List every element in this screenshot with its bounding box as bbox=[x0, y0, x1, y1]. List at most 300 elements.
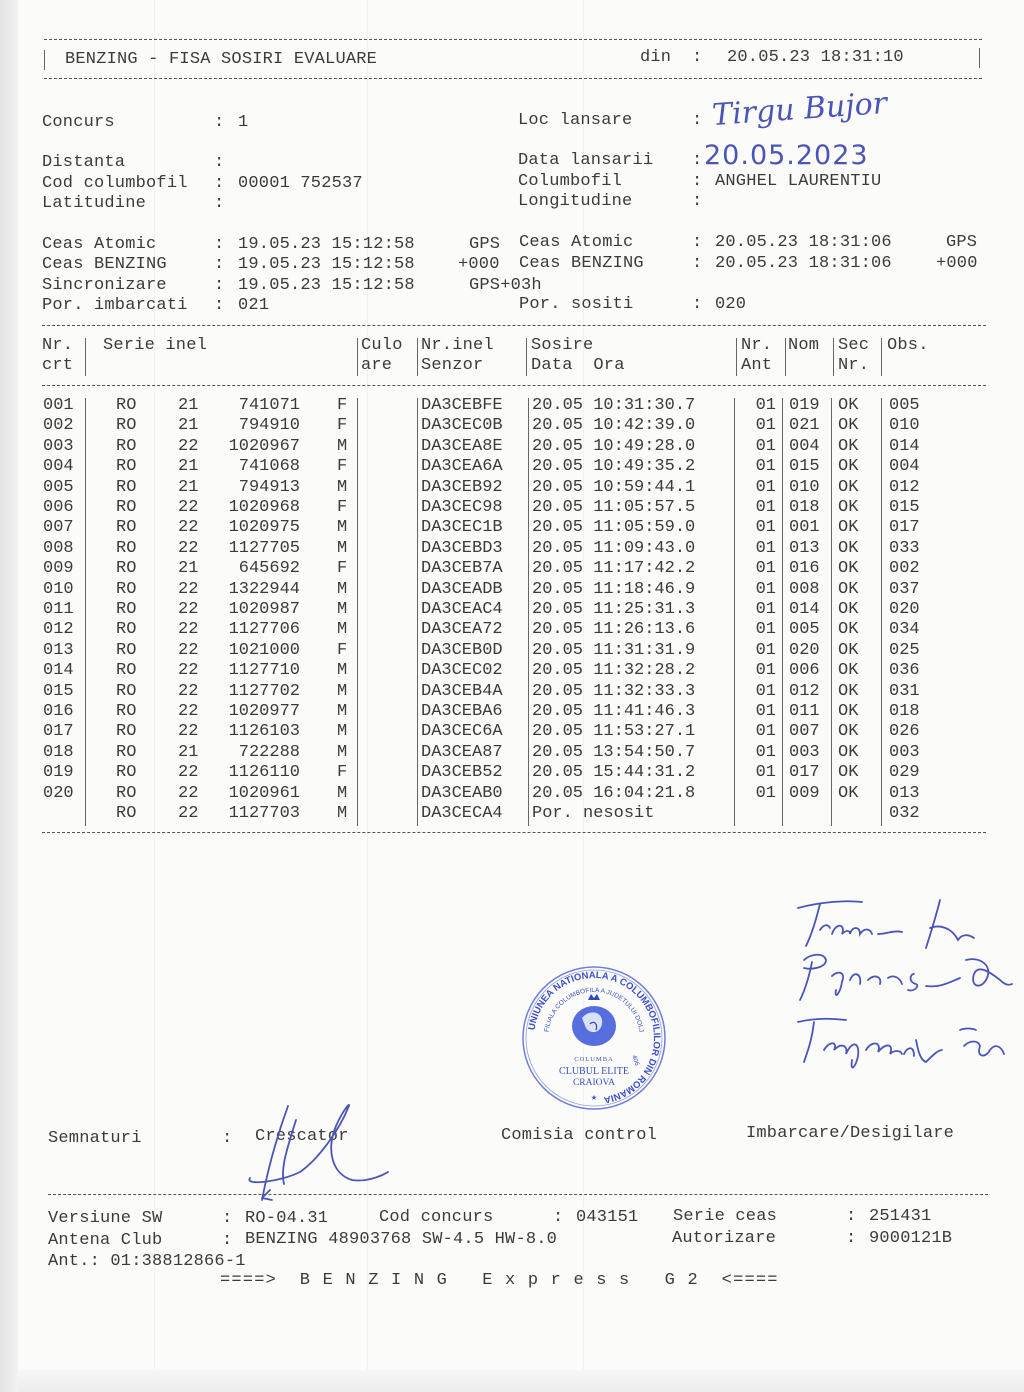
cell-nr-inel: 1126103 bbox=[228, 722, 300, 742]
table-row bbox=[0, 437, 1024, 457]
cell-nr-ant: 01 bbox=[755, 538, 776, 558]
header-culoare-2: are bbox=[361, 356, 393, 375]
cell-obs: 034 bbox=[889, 620, 920, 640]
autorizare-label: Autorizare bbox=[672, 1229, 777, 1248]
cell-tara: RO bbox=[116, 722, 137, 742]
table-row bbox=[0, 722, 1024, 742]
stamp-inner-text: FILIALA COLUMBOFILA A JUDETULUI DOLJ bbox=[543, 986, 645, 1033]
table-row bbox=[0, 661, 1024, 681]
ceas-atomic-end-label: Ceas Atomic bbox=[519, 233, 634, 252]
cell-nr-crt: 016 bbox=[43, 702, 74, 721]
table-row bbox=[0, 580, 1024, 600]
cell-nr-ant: 01 bbox=[755, 600, 776, 619]
cell-sosire: 20.05 11:26:13.6 bbox=[532, 620, 696, 640]
cell-sex: M bbox=[337, 722, 348, 742]
cell-senzor: DA3CEBA6 bbox=[421, 702, 503, 721]
cell-nr-ant: 01 bbox=[755, 457, 776, 477]
distanta-label: Distanta bbox=[42, 153, 126, 172]
cell-sec-nr: OK bbox=[838, 742, 859, 762]
cell-tara: RO bbox=[116, 620, 137, 640]
table-row bbox=[0, 559, 1024, 579]
cell-senzor: DA3CEC98 bbox=[421, 498, 503, 517]
cell-sosire: 20.05 10:59:44.1 bbox=[532, 477, 696, 497]
cell-tara: RO bbox=[116, 498, 137, 517]
cell-tara: RO bbox=[116, 538, 137, 558]
cell-obs: 020 bbox=[889, 600, 920, 619]
cell-obs: 026 bbox=[889, 722, 920, 742]
cell-sosire: 20.05 11:53:27.1 bbox=[532, 722, 696, 742]
colon: : bbox=[222, 1231, 233, 1250]
cell-nr-crt: 015 bbox=[43, 681, 74, 701]
cell-sec-nr: OK bbox=[838, 396, 859, 415]
cell-sosire: 20.05 11:32:28.2 bbox=[532, 661, 696, 681]
signature-stroke bbox=[798, 1019, 846, 1062]
cell-sex: F bbox=[337, 396, 348, 415]
cell-nr-inel: 1127710 bbox=[228, 661, 300, 681]
cell-obs: 033 bbox=[889, 538, 920, 558]
cell-sec-nr: OK bbox=[838, 783, 859, 803]
cell-obs: 004 bbox=[889, 457, 920, 477]
cell-sex: M bbox=[337, 620, 348, 640]
header-right-bar bbox=[979, 48, 980, 68]
cell-senzor: DA3CEC6A bbox=[421, 722, 503, 742]
signature-stroke bbox=[262, 1106, 288, 1200]
cell-nom: 016 bbox=[789, 559, 820, 579]
cell-sec-nr: OK bbox=[838, 702, 859, 721]
concurs-label: Concurs bbox=[42, 113, 115, 132]
cell-nr-crt: 007 bbox=[43, 518, 74, 538]
table-row bbox=[0, 498, 1024, 518]
cell-nr-ant: 01 bbox=[755, 640, 776, 660]
cell-sosire: 20.05 11:18:46.9 bbox=[532, 579, 696, 599]
cell-nr-crt: 014 bbox=[43, 661, 74, 681]
signature-stroke bbox=[832, 973, 917, 995]
cell-nr-inel: 1020975 bbox=[228, 518, 300, 538]
cell-an: 22 bbox=[178, 783, 199, 803]
sincronizare-value: 19.05.23 15:12:58 bbox=[238, 276, 415, 295]
comisia-control-label: Comisia control bbox=[501, 1126, 658, 1145]
cod-concurs-label: Cod concurs bbox=[379, 1208, 494, 1227]
commission-signatures-handwriting bbox=[790, 890, 1020, 1080]
cell-nr-inel: 1322944 bbox=[228, 579, 300, 599]
cell-sex: M bbox=[337, 681, 348, 701]
cell-sex: M bbox=[337, 436, 348, 456]
ceas-benzing-end-suffix: +000 bbox=[936, 254, 978, 273]
header-sosire-2: Data Ora bbox=[531, 356, 625, 375]
colon: : bbox=[222, 1209, 233, 1228]
cell-sex: F bbox=[337, 416, 348, 436]
cell-tara: RO bbox=[116, 763, 137, 783]
cell-an: 21 bbox=[178, 416, 199, 436]
colon: : bbox=[214, 255, 225, 274]
cell-obs: 017 bbox=[889, 518, 920, 538]
table-row bbox=[0, 682, 1024, 702]
cell-sex: M bbox=[337, 579, 348, 599]
table-row bbox=[0, 518, 1024, 538]
signature-stroke bbox=[960, 1029, 976, 1031]
benzing-express-banner: ====> B E N Z I N G E x p r e s s G 2 <==== bbox=[220, 1271, 779, 1290]
header-serie-inel: Serie inel bbox=[103, 336, 208, 355]
cell-sosire: 20.05 13:54:50.7 bbox=[532, 742, 696, 762]
header-bottom-rule bbox=[44, 78, 982, 79]
colon: : bbox=[846, 1207, 857, 1226]
cell-tara: RO bbox=[116, 702, 137, 721]
cell-nr-crt: 017 bbox=[43, 722, 74, 742]
signature-stroke bbox=[926, 900, 974, 948]
cell-sosire: 20.05 11:17:42.2 bbox=[532, 559, 696, 579]
print-date-label: din bbox=[640, 48, 672, 67]
header-obs: Obs. bbox=[887, 336, 929, 355]
cell-nr-crt: 011 bbox=[43, 600, 74, 619]
cell-sec-nr: OK bbox=[838, 681, 859, 701]
table-row bbox=[0, 539, 1024, 559]
header-nr-ant: Nr. bbox=[741, 336, 773, 355]
cell-sec-nr: OK bbox=[838, 559, 859, 579]
cell-nr-inel: 1020968 bbox=[228, 498, 300, 517]
header-nr-inel-senzor-2: Senzor bbox=[421, 356, 484, 375]
cell-sosire: 20.05 11:32:33.3 bbox=[532, 681, 696, 701]
cell-senzor: DA3CEAC4 bbox=[421, 600, 503, 619]
colon: : bbox=[222, 1129, 233, 1148]
cell-sosire: 20.05 11:31:31.9 bbox=[532, 640, 696, 660]
cell-nr-ant: 01 bbox=[755, 436, 776, 456]
colon: : bbox=[692, 111, 703, 130]
cell-obs: 002 bbox=[889, 559, 920, 579]
table-row bbox=[0, 416, 1024, 436]
loc-lansare-handwritten: Tirgu Bujor bbox=[710, 85, 889, 134]
cod-concurs-value: 043151 bbox=[576, 1208, 639, 1227]
cell-an: 22 bbox=[178, 722, 199, 742]
cell-nr-inel: 1021000 bbox=[228, 640, 300, 660]
cell-tara: RO bbox=[116, 579, 137, 599]
versiune-sw-value: RO-04.31 bbox=[245, 1209, 329, 1228]
concurs-value: 1 bbox=[238, 113, 249, 132]
star-icon: ★ bbox=[590, 1093, 598, 1104]
cell-senzor: DA3CEBD3 bbox=[421, 538, 503, 558]
colon: : bbox=[692, 254, 703, 273]
table-row bbox=[0, 763, 1024, 783]
cell-sosire: 20.05 11:41:46.3 bbox=[532, 702, 696, 721]
cell-nom: 005 bbox=[789, 620, 820, 640]
signature-stroke bbox=[798, 901, 862, 908]
cell-sex: M bbox=[337, 661, 348, 681]
cell-nr-inel: 794913 bbox=[238, 477, 300, 497]
signature-stroke bbox=[820, 925, 902, 934]
cell-an: 22 bbox=[178, 600, 199, 619]
cell-obs: 037 bbox=[889, 579, 920, 599]
stamp-outer-text: UNIUNEA NATIONALA A COLUMBOFILILOR DIN ROMANIA bbox=[526, 969, 663, 1106]
cell-nr-ant: 01 bbox=[755, 702, 776, 721]
stamp-club-small: COLUMBA bbox=[574, 1056, 614, 1063]
header-divider bbox=[785, 338, 786, 376]
cell-nr-ant: 01 bbox=[755, 498, 776, 517]
colon: : bbox=[846, 1229, 857, 1248]
colon: : bbox=[692, 172, 703, 191]
cell-nom: 012 bbox=[789, 681, 820, 701]
header-culoare: Culo bbox=[361, 336, 403, 355]
cell-nom: 018 bbox=[789, 498, 820, 517]
cell-nr-crt: 004 bbox=[43, 457, 74, 477]
cell-nom: 003 bbox=[789, 742, 820, 762]
cell-an: 22 bbox=[178, 804, 199, 823]
cell-nom: 006 bbox=[789, 661, 820, 681]
antena-club-value: BENZING 48903768 SW-4.5 HW-8.0 bbox=[245, 1230, 558, 1249]
cell-senzor: DA3CEA6A bbox=[421, 457, 503, 477]
cell-nr-crt: 019 bbox=[43, 763, 74, 783]
cell-nr-ant: 01 bbox=[755, 661, 776, 681]
ceas-benzing-start-value: 19.05.23 15:12:58 bbox=[238, 255, 415, 274]
cell-tara: RO bbox=[116, 477, 137, 497]
header-divider bbox=[736, 338, 737, 376]
table-row bbox=[0, 457, 1024, 477]
cell-senzor: DA3CECA4 bbox=[421, 804, 503, 823]
cell-an: 21 bbox=[178, 396, 199, 415]
cell-senzor: DA3CEA87 bbox=[421, 742, 503, 762]
cell-sosire: 20.05 16:04:21.8 bbox=[532, 783, 696, 803]
cell-an: 22 bbox=[178, 661, 199, 681]
cell-nr-ant: 01 bbox=[755, 681, 776, 701]
cell-an: 21 bbox=[178, 742, 199, 762]
cell-senzor: DA3CEC1B bbox=[421, 518, 503, 538]
signature-stroke bbox=[806, 904, 820, 946]
cell-tara: RO bbox=[116, 457, 137, 477]
cell-sex: F bbox=[337, 559, 348, 579]
ceas-atomic-end-suffix: GPS bbox=[946, 233, 978, 252]
cell-senzor: DA3CEA8E bbox=[421, 436, 503, 456]
cell-tara: RO bbox=[116, 436, 137, 456]
colon: : bbox=[214, 276, 225, 295]
ceas-atomic-start-label: Ceas Atomic bbox=[42, 235, 157, 254]
header-top-rule bbox=[44, 39, 982, 40]
signature-stroke bbox=[824, 1040, 942, 1068]
cell-sec-nr: OK bbox=[838, 457, 859, 477]
cell-nr-crt: 013 bbox=[43, 640, 74, 660]
cell-senzor: DA3CEA72 bbox=[421, 620, 503, 640]
arrivals-table bbox=[0, 396, 1024, 828]
header-nr-crt-2: crt bbox=[42, 356, 74, 375]
cell-nom: 007 bbox=[789, 722, 820, 742]
cell-an: 21 bbox=[178, 559, 199, 579]
data-lansarii-handwritten: 20.05.2023 bbox=[704, 140, 869, 171]
semnaturi-label: Semnaturi bbox=[48, 1129, 142, 1148]
table-row bbox=[0, 743, 1024, 763]
print-date-value: 20.05.23 18:31:10 bbox=[727, 48, 904, 67]
cell-tara: RO bbox=[116, 396, 137, 415]
latitudine-label: Latitudine bbox=[42, 194, 147, 213]
colon: : bbox=[214, 153, 225, 172]
page-bottom-edge bbox=[18, 1370, 1024, 1392]
table-row bbox=[0, 396, 1024, 416]
columbofil-value: ANGHEL LAURENTIU bbox=[715, 172, 882, 191]
serie-ceas-value: 251431 bbox=[869, 1207, 932, 1226]
header-nr-inel-senzor: Nr.inel bbox=[421, 336, 494, 355]
imbarcare-desigilare-label: Imbarcare/Desigilare bbox=[746, 1124, 955, 1143]
colon: : bbox=[692, 48, 703, 67]
cell-sosire: 20.05 10:42:39.0 bbox=[532, 416, 696, 436]
cell-nom: 021 bbox=[789, 416, 820, 436]
cell-nr-crt: 001 bbox=[43, 396, 74, 415]
signature-stroke bbox=[926, 959, 1012, 986]
cell-sosire: 20.05 15:44:31.2 bbox=[532, 763, 696, 783]
cell-sec-nr: OK bbox=[838, 640, 859, 660]
cell-nr-crt: 010 bbox=[43, 579, 74, 599]
table-row bbox=[0, 478, 1024, 498]
cell-nom: 015 bbox=[789, 457, 820, 477]
cell-nr-ant: 01 bbox=[755, 620, 776, 640]
cell-nr-crt: 005 bbox=[43, 477, 74, 497]
cell-an: 22 bbox=[178, 702, 199, 721]
cell-nr-inel: 1020987 bbox=[228, 600, 300, 619]
cell-obs: 025 bbox=[889, 640, 920, 660]
header-nom: Nom bbox=[788, 336, 820, 355]
cell-obs: 003 bbox=[889, 742, 920, 762]
cell-nr-ant: 01 bbox=[755, 763, 776, 783]
cell-tara: RO bbox=[116, 742, 137, 762]
cell-sex: M bbox=[337, 600, 348, 619]
cell-nr-inel: 1127703 bbox=[228, 804, 300, 823]
cell-nr-inel: 1127702 bbox=[228, 681, 300, 701]
colon: : bbox=[214, 194, 225, 213]
header-nr-crt: Nr. bbox=[42, 336, 74, 355]
cell-nr-ant: 01 bbox=[755, 783, 776, 803]
table-row bbox=[0, 620, 1024, 640]
cell-sosire: 20.05 11:09:43.0 bbox=[532, 538, 696, 558]
cell-nr-crt: 008 bbox=[43, 538, 74, 558]
table-row bbox=[0, 600, 1024, 620]
signature-stroke bbox=[964, 1042, 1004, 1056]
cell-nom: 004 bbox=[789, 436, 820, 456]
versiune-sw-label: Versiune SW bbox=[48, 1209, 163, 1228]
cell-senzor: DA3CEC02 bbox=[421, 661, 503, 681]
cell-nom: 011 bbox=[789, 702, 820, 721]
cell-sosire: 20.05 11:05:59.0 bbox=[532, 518, 696, 538]
longitudine-label: Longitudine bbox=[518, 192, 633, 211]
table-top-rule bbox=[42, 325, 986, 326]
cell-sex: M bbox=[337, 518, 348, 538]
cell-tara: RO bbox=[116, 783, 137, 803]
ceas-benzing-end-label: Ceas BENZING bbox=[519, 254, 644, 273]
por-imbarcati-value: 021 bbox=[238, 296, 270, 315]
cod-columbofil-value: 00001 752537 bbox=[238, 174, 363, 193]
colon: : bbox=[692, 151, 703, 170]
cell-tara: RO bbox=[116, 640, 137, 660]
cell-senzor: DA3CEB7A bbox=[421, 559, 503, 579]
antenna-id: Ant.: 01:38812866-1 bbox=[48, 1252, 246, 1271]
colon: : bbox=[692, 233, 703, 252]
colon: : bbox=[214, 113, 225, 132]
cell-sex: M bbox=[337, 702, 348, 721]
cell-senzor: DA3CEBFE bbox=[421, 396, 503, 415]
antena-club-label: Antena Club bbox=[48, 1231, 163, 1250]
cell-nr-crt: 009 bbox=[43, 559, 74, 579]
cell-tara: RO bbox=[116, 518, 137, 538]
cell-tara: RO bbox=[116, 804, 137, 823]
cell-sec-nr: OK bbox=[838, 722, 859, 742]
cell-nr-inel: 741068 bbox=[238, 457, 300, 477]
sincronizare-suffix: GPS+03h bbox=[469, 276, 542, 295]
footer-top-rule bbox=[48, 1194, 988, 1195]
cell-sex: F bbox=[337, 457, 348, 477]
cell-senzor: DA3CEC0B bbox=[421, 416, 503, 436]
cell-an: 22 bbox=[178, 436, 199, 456]
cell-nr-crt: 003 bbox=[43, 436, 74, 456]
cell-sex: M bbox=[337, 783, 348, 803]
cell-obs: 010 bbox=[889, 416, 920, 436]
data-lansarii-label: Data lansarii bbox=[518, 151, 654, 170]
cell-nr-ant: 01 bbox=[755, 559, 776, 579]
cell-an: 22 bbox=[178, 620, 199, 640]
cell-nom: 013 bbox=[789, 538, 820, 558]
cell-nom: 019 bbox=[789, 396, 820, 415]
document-title: BENZING - FISA SOSIRI EVALUARE bbox=[65, 50, 378, 69]
cell-sec-nr: OK bbox=[838, 600, 859, 619]
cell-obs: 032 bbox=[889, 804, 920, 823]
cell-sex: F bbox=[337, 498, 348, 517]
cell-obs: 036 bbox=[889, 661, 920, 681]
cell-sec-nr: OK bbox=[838, 763, 859, 783]
cell-nom: 014 bbox=[789, 600, 820, 619]
cell-sec-nr: OK bbox=[838, 416, 859, 436]
table-row bbox=[0, 641, 1024, 661]
cell-sex: F bbox=[337, 763, 348, 783]
cell-nom: 020 bbox=[789, 640, 820, 660]
cell-nom: 008 bbox=[789, 579, 820, 599]
cell-nr-inel: 1020961 bbox=[228, 783, 300, 803]
cell-senzor: DA3CEB92 bbox=[421, 477, 503, 497]
cell-nr-inel: 1126110 bbox=[228, 763, 300, 783]
cell-obs: 014 bbox=[889, 436, 920, 456]
cell-nr-ant: 01 bbox=[755, 518, 776, 538]
header-divider bbox=[881, 338, 882, 376]
cell-sec-nr: OK bbox=[838, 579, 859, 599]
cell-nr-inel: 1127705 bbox=[228, 538, 300, 558]
por-sositi-label: Por. sositi bbox=[519, 295, 634, 314]
stamp-code: 406 bbox=[630, 1054, 641, 1067]
ceas-benzing-start-suffix: +000 bbox=[458, 255, 500, 274]
cell-sec-nr: OK bbox=[838, 436, 859, 456]
cell-senzor: DA3CEADB bbox=[421, 579, 503, 599]
cell-nr-ant: 01 bbox=[755, 477, 776, 497]
cell-an: 22 bbox=[178, 763, 199, 783]
cell-nr-crt: 020 bbox=[43, 783, 74, 803]
header-divider bbox=[417, 338, 418, 376]
stamp-city: CRAIOVA bbox=[572, 1078, 616, 1088]
cell-nr-crt: 006 bbox=[43, 498, 74, 517]
colon: : bbox=[214, 296, 225, 315]
cell-sec-nr: OK bbox=[838, 538, 859, 558]
ceas-atomic-end-value: 20.05.23 18:31:06 bbox=[715, 233, 892, 252]
cell-an: 22 bbox=[178, 518, 199, 538]
header-divider bbox=[526, 338, 527, 376]
cell-sosire: 20.05 11:05:57.5 bbox=[532, 498, 696, 517]
cell-senzor: DA3CEB0D bbox=[421, 640, 503, 660]
table-bottom-rule bbox=[42, 832, 986, 833]
cell-nr-inel: 1020977 bbox=[228, 702, 300, 721]
loc-lansare-label: Loc lansare bbox=[518, 111, 633, 130]
ceas-atomic-start-suffix: GPS bbox=[469, 235, 501, 254]
sincronizare-label: Sincronizare bbox=[42, 276, 167, 295]
cell-nr-crt: 002 bbox=[43, 416, 74, 436]
cell-tara: RO bbox=[116, 681, 137, 701]
table-row bbox=[0, 804, 1024, 824]
cell-sex: M bbox=[337, 538, 348, 558]
cell-tara: RO bbox=[116, 661, 137, 681]
cell-tara: RO bbox=[116, 600, 137, 619]
cell-nom: 001 bbox=[789, 518, 820, 538]
columbofil-label: Columbofil bbox=[518, 172, 623, 191]
cell-nr-ant: 01 bbox=[755, 742, 776, 762]
cell-sec-nr: OK bbox=[838, 661, 859, 681]
